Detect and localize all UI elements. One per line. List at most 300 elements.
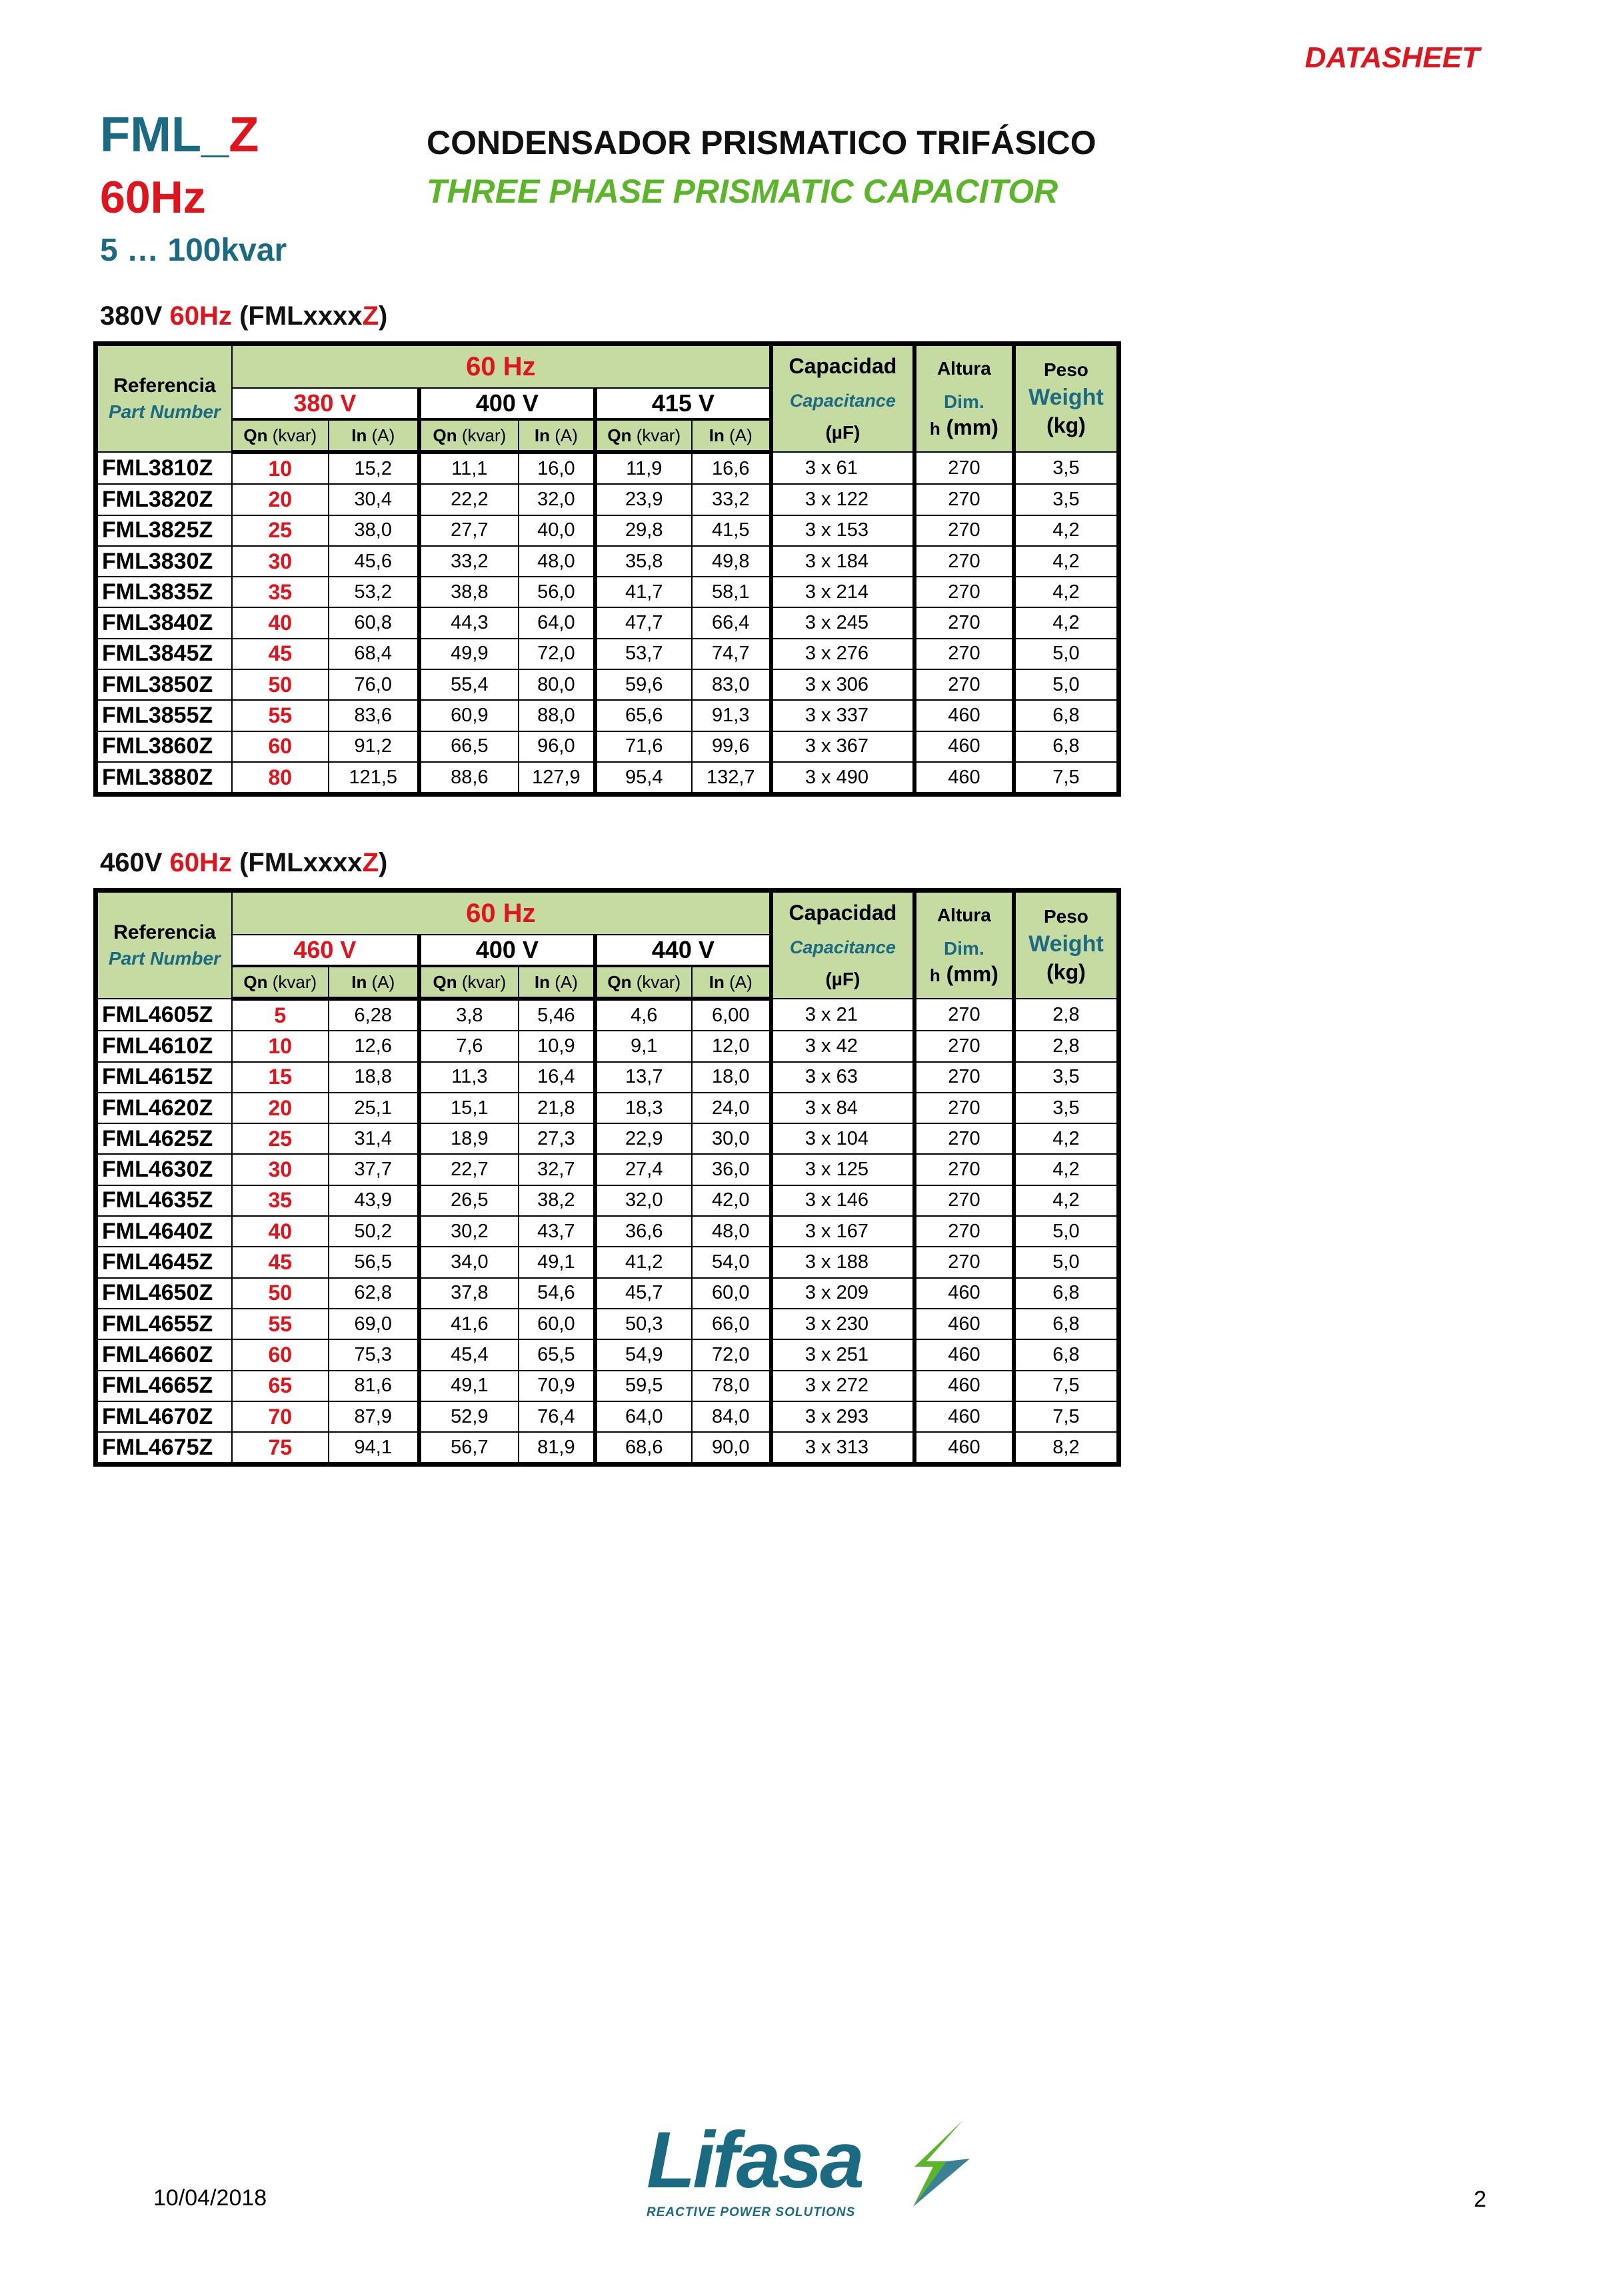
in-symbol: In: [351, 971, 367, 992]
in-cell-alt1: 54,6: [519, 1278, 595, 1309]
in-cell-alt2: 6,00: [692, 999, 771, 1031]
weight-cell: 2,8: [1014, 1031, 1119, 1061]
part-number-cell: FML4630Z: [96, 1154, 232, 1185]
part-number-cell: FML3820Z: [96, 484, 232, 515]
qn-cell-alt2: 68,6: [595, 1432, 692, 1465]
qn-cell-rated: 20: [232, 1093, 329, 1123]
table-row: [96, 1401, 1119, 1432]
title-english: THREE PHASE PRISMATIC CAPACITOR: [427, 173, 1058, 210]
in-cell-rated: 38,0: [329, 515, 419, 546]
capacitance-cell: 3 x 337: [771, 700, 914, 731]
in-cell-alt2: 90,0: [692, 1432, 771, 1465]
in-cell-rated: 75,3: [329, 1339, 419, 1370]
qn-symbol: Qn: [243, 425, 268, 445]
weight-cell: 4,2: [1014, 577, 1119, 607]
capacitance-cell: 3 x 125: [771, 1154, 914, 1185]
in-cell-alt2: 18,0: [692, 1062, 771, 1093]
weight-cell: 7,5: [1014, 1401, 1119, 1432]
height-cell: 270: [914, 1154, 1014, 1185]
qn-unit: (kvar): [272, 425, 317, 445]
part-number-cell: FML4615Z: [96, 1062, 232, 1093]
height-cell: 270: [914, 452, 1014, 484]
in-cell-rated: 81,6: [329, 1371, 419, 1401]
title-spanish: CONDENSADOR PRISMATICO TRIFÁSICO: [427, 124, 1096, 161]
part-number-label-es: Referencia: [113, 375, 216, 397]
qn-cell-alt1: 49,1: [419, 1371, 519, 1401]
qn-cell-alt1: 45,4: [419, 1339, 519, 1370]
in-symbol: In: [351, 425, 367, 445]
in-cell-alt1: 49,1: [519, 1247, 595, 1277]
in-symbol: In: [534, 425, 550, 445]
table-row: [96, 1339, 1119, 1370]
frequency-header: [232, 891, 771, 935]
capacitance-unit: (µF): [825, 969, 860, 989]
qn-cell-alt1: 11,3: [419, 1062, 519, 1093]
footer-date: 10/04/2018: [153, 2185, 267, 2211]
in-header: [329, 419, 419, 452]
in-cell-alt1: 5,46: [519, 999, 595, 1031]
table-row: [96, 515, 1119, 546]
qn-cell-rated: 35: [232, 577, 329, 607]
part-number-cell: FML3850Z: [96, 669, 232, 700]
in-cell-rated: 83,6: [329, 700, 419, 731]
table-row: [96, 700, 1119, 731]
part-number-cell: FML4675Z: [96, 1432, 232, 1465]
qn-cell-alt1: 3,8: [419, 999, 519, 1031]
height-cell: 460: [914, 700, 1014, 731]
weight-cell: 2,8: [1014, 999, 1119, 1031]
in-cell-alt1: 16,0: [519, 452, 595, 484]
height-label-en: Dim.: [944, 937, 984, 959]
qn-cell-alt1: 34,0: [419, 1247, 519, 1277]
part-number-cell: FML3835Z: [96, 577, 232, 607]
height-cell: 270: [914, 999, 1014, 1031]
section-series-close: ): [379, 301, 388, 331]
in-cell-alt2: 91,3: [692, 700, 771, 731]
qn-cell-rated: 40: [232, 607, 329, 638]
in-unit: (A): [555, 425, 578, 445]
capacitance-cell: 3 x 84: [771, 1093, 914, 1123]
weight-header: [1014, 344, 1119, 453]
in-cell-alt1: 81,9: [519, 1432, 595, 1465]
qn-cell-rated: 50: [232, 669, 329, 700]
in-cell-alt1: 70,9: [519, 1371, 595, 1401]
part-number-header: [96, 891, 232, 999]
part-number-cell: FML4605Z: [96, 999, 232, 1031]
in-cell-alt2: 132,7: [692, 762, 771, 795]
capacitance-label-es: Capacidad: [789, 354, 897, 378]
in-cell-rated: 31,4: [329, 1123, 419, 1154]
weight-cell: 4,2: [1014, 1154, 1119, 1185]
capacitance-cell: 3 x 153: [771, 515, 914, 546]
qn-cell-rated: 15: [232, 1062, 329, 1093]
in-cell-alt1: 88,0: [519, 700, 595, 731]
in-cell-alt1: 32,7: [519, 1154, 595, 1185]
qn-cell-rated: 45: [232, 639, 329, 669]
in-cell-alt1: 127,9: [519, 762, 595, 795]
weight-unit: (kg): [1046, 960, 1086, 984]
capacitance-cell: 3 x 245: [771, 607, 914, 638]
capacitance-cell: 3 x 146: [771, 1185, 914, 1216]
in-cell-alt2: 84,0: [692, 1401, 771, 1432]
in-header: [519, 966, 595, 999]
part-number-cell: FML4645Z: [96, 1247, 232, 1277]
part-number-label-es: Referencia: [113, 921, 216, 943]
capacitance-cell: 3 x 209: [771, 1278, 914, 1309]
part-number-cell: FML3825Z: [96, 515, 232, 546]
height-unit: [916, 415, 1012, 440]
weight-cell: 5,0: [1014, 639, 1119, 669]
in-cell-alt2: 30,0: [692, 1123, 771, 1154]
weight-cell: 4,2: [1014, 1185, 1119, 1216]
voltage-header: 460 V: [232, 935, 419, 966]
in-cell-alt2: 58,1: [692, 577, 771, 607]
in-cell-alt1: 96,0: [519, 731, 595, 762]
qn-cell-alt2: 47,7: [595, 607, 692, 638]
capacitance-cell: 3 x 306: [771, 669, 914, 700]
qn-cell-rated: 75: [232, 1432, 329, 1465]
part-number-label-en: Part Number: [108, 948, 221, 969]
in-cell-rated: 30,4: [329, 484, 419, 515]
height-cell: 270: [914, 1123, 1014, 1154]
height-cell: 270: [914, 515, 1014, 546]
in-header: [692, 419, 771, 452]
capacitance-cell: 3 x 367: [771, 731, 914, 762]
product-code: [100, 107, 259, 162]
in-cell-alt2: 72,0: [692, 1339, 771, 1370]
in-cell-alt1: 16,4: [519, 1062, 595, 1093]
qn-cell-rated: 30: [232, 546, 329, 577]
table-row: [96, 1371, 1119, 1401]
page-number: 2: [1474, 2187, 1486, 2212]
height-cell: 460: [914, 1371, 1014, 1401]
lightning-bolt-icon: [900, 2120, 980, 2207]
qn-cell-rated: 5: [232, 999, 329, 1031]
capacitance-cell: 3 x 21: [771, 999, 914, 1031]
part-number-cell: FML4650Z: [96, 1278, 232, 1309]
qn-cell-rated: 45: [232, 1247, 329, 1277]
qn-cell-rated: 40: [232, 1216, 329, 1247]
in-unit: (A): [371, 971, 395, 992]
section-voltage: 380V: [100, 301, 163, 331]
qn-cell-alt1: 60,9: [419, 700, 519, 731]
capacitance-cell: 3 x 184: [771, 546, 914, 577]
in-cell-alt2: 12,0: [692, 1031, 771, 1061]
qn-cell-alt2: 71,6: [595, 731, 692, 762]
qn-cell-alt1: 88,6: [419, 762, 519, 795]
voltage-header: 380 V: [232, 388, 419, 419]
qn-cell-alt1: 55,4: [419, 669, 519, 700]
qn-unit: (kvar): [636, 971, 681, 992]
qn-unit: (kvar): [461, 971, 507, 992]
in-cell-rated: 94,1: [329, 1432, 419, 1465]
qn-cell-alt1: 26,5: [419, 1185, 519, 1216]
qn-cell-alt1: 22,7: [419, 1154, 519, 1185]
table-row: [96, 1185, 1119, 1216]
qn-cell-alt2: 45,7: [595, 1278, 692, 1309]
part-number-cell: FML4665Z: [96, 1371, 232, 1401]
qn-cell-alt2: 59,6: [595, 669, 692, 700]
in-unit: (A): [555, 971, 578, 992]
height-header: [914, 344, 1014, 453]
capacitance-cell: 3 x 42: [771, 1031, 914, 1061]
qn-cell-rated: 25: [232, 1123, 329, 1154]
qn-symbol: Qn: [433, 971, 457, 992]
section-frequency: 60Hz: [169, 848, 232, 877]
qn-cell-alt2: 54,9: [595, 1339, 692, 1370]
lifasa-logo: [647, 2115, 993, 2230]
table-row: [96, 452, 1119, 484]
part-number-cell: FML3860Z: [96, 731, 232, 762]
table-row: [96, 1309, 1119, 1339]
qn-header: [419, 419, 519, 452]
doc-type-label: DATASHEET: [1304, 41, 1480, 74]
weight-cell: 4,2: [1014, 1123, 1119, 1154]
logo-wordmark: Lifasa: [647, 2115, 862, 2205]
qn-header: [595, 419, 692, 452]
table-row: [96, 999, 1119, 1031]
power-range: 5 … 100kvar: [100, 233, 287, 268]
table-row: [96, 1278, 1119, 1309]
qn-cell-alt1: 52,9: [419, 1401, 519, 1432]
table-row: [96, 639, 1119, 669]
capacitance-header: [771, 344, 914, 453]
qn-symbol: Qn: [607, 971, 632, 992]
table-row: [96, 731, 1119, 762]
weight-label-es: Peso: [1043, 359, 1088, 380]
height-cell: 460: [914, 1339, 1014, 1370]
weight-cell: 5,0: [1014, 669, 1119, 700]
capacitance-unit: (µF): [825, 422, 860, 443]
qn-cell-rated: 60: [232, 731, 329, 762]
in-cell-rated: 68,4: [329, 639, 419, 669]
in-cell-alt1: 76,4: [519, 1401, 595, 1432]
weight-cell: 3,5: [1014, 1062, 1119, 1093]
qn-cell-alt1: 18,9: [419, 1123, 519, 1154]
qn-header: [232, 966, 329, 999]
qn-cell-rated: 10: [232, 1031, 329, 1061]
table-row: [96, 1247, 1119, 1277]
in-cell-alt1: 32,0: [519, 484, 595, 515]
qn-cell-alt1: 37,8: [419, 1278, 519, 1309]
weight-cell: 6,8: [1014, 700, 1119, 731]
section-voltage: 460V: [100, 848, 163, 877]
weight-cell: 7,5: [1014, 762, 1119, 795]
in-cell-rated: 56,5: [329, 1247, 419, 1277]
table-row: [96, 1093, 1119, 1123]
in-cell-alt1: 65,5: [519, 1339, 595, 1370]
height-cell: 270: [914, 1247, 1014, 1277]
qn-cell-alt2: 13,7: [595, 1062, 692, 1093]
qn-cell-alt2: 32,0: [595, 1185, 692, 1216]
qn-cell-alt2: 59,5: [595, 1371, 692, 1401]
qn-cell-alt2: 22,9: [595, 1123, 692, 1154]
in-cell-alt1: 60,0: [519, 1309, 595, 1339]
weight-cell: 3,5: [1014, 1093, 1119, 1123]
frequency-label: 60 Hz: [466, 898, 536, 928]
table-row: [96, 1123, 1119, 1154]
qn-cell-alt1: 7,6: [419, 1031, 519, 1061]
capacitance-cell: 3 x 276: [771, 639, 914, 669]
in-cell-rated: 91,2: [329, 731, 419, 762]
in-cell-rated: 43,9: [329, 1185, 419, 1216]
table-row: [96, 607, 1119, 638]
weight-label-en: Weight: [1028, 931, 1104, 957]
in-cell-alt2: 48,0: [692, 1216, 771, 1247]
in-cell-rated: 18,8: [329, 1062, 419, 1093]
qn-cell-alt1: 27,7: [419, 515, 519, 546]
table-row: [96, 762, 1119, 795]
weight-cell: 4,2: [1014, 546, 1119, 577]
qn-cell-alt2: 53,7: [595, 639, 692, 669]
in-header: [519, 419, 595, 452]
capacitance-cell: 3 x 272: [771, 1371, 914, 1401]
qn-cell-alt2: 41,7: [595, 577, 692, 607]
in-cell-alt2: 36,0: [692, 1154, 771, 1185]
qn-cell-alt1: 44,3: [419, 607, 519, 638]
in-cell-rated: 50,2: [329, 1216, 419, 1247]
qn-cell-alt2: 27,4: [595, 1154, 692, 1185]
qn-unit: (kvar): [461, 425, 507, 445]
section-heading-380v: [100, 301, 387, 331]
section-series-z: Z: [362, 848, 379, 877]
section-heading-460v: [100, 848, 387, 878]
qn-cell-alt1: 33,2: [419, 546, 519, 577]
capacitance-cell: 3 x 293: [771, 1401, 914, 1432]
in-cell-alt1: 56,0: [519, 577, 595, 607]
weight-cell: 3,5: [1014, 452, 1119, 484]
in-cell-rated: 6,28: [329, 999, 419, 1031]
qn-cell-alt2: 29,8: [595, 515, 692, 546]
qn-cell-rated: 55: [232, 1309, 329, 1339]
qn-cell-alt2: 95,4: [595, 762, 692, 795]
in-unit: (A): [371, 425, 395, 445]
section-frequency: 60Hz: [169, 301, 232, 331]
weight-cell: 6,8: [1014, 1278, 1119, 1309]
part-number-cell: FML4610Z: [96, 1031, 232, 1061]
part-number-cell: FML4625Z: [96, 1123, 232, 1154]
weight-cell: 6,8: [1014, 1339, 1119, 1370]
qn-header: [419, 966, 519, 999]
spec-table-460v: [93, 888, 1121, 1467]
height-cell: 460: [914, 762, 1014, 795]
in-cell-alt2: 66,4: [692, 607, 771, 638]
in-cell-rated: 76,0: [329, 669, 419, 700]
qn-cell-alt2: 23,9: [595, 484, 692, 515]
height-unit-mm: (mm): [946, 415, 998, 439]
qn-cell-alt1: 49,9: [419, 639, 519, 669]
in-cell-alt2: 16,6: [692, 452, 771, 484]
in-unit: (A): [729, 971, 753, 992]
capacitance-label-es: Capacidad: [789, 901, 897, 925]
weight-cell: 5,0: [1014, 1247, 1119, 1277]
height-cell: 270: [914, 1093, 1014, 1123]
weight-cell: 4,2: [1014, 607, 1119, 638]
in-cell-alt1: 27,3: [519, 1123, 595, 1154]
table-row: [96, 1062, 1119, 1093]
in-cell-alt1: 80,0: [519, 669, 595, 700]
part-number-cell: FML3830Z: [96, 546, 232, 577]
height-symbol: h: [929, 418, 940, 439]
in-cell-rated: 53,2: [329, 577, 419, 607]
capacitance-cell: 3 x 104: [771, 1123, 914, 1154]
capacitance-cell: 3 x 61: [771, 452, 914, 484]
capacitance-cell: 3 x 230: [771, 1309, 914, 1339]
capacitance-cell: 3 x 63: [771, 1062, 914, 1093]
weight-cell: 6,8: [1014, 731, 1119, 762]
table-row: [96, 484, 1119, 515]
in-cell-rated: 45,6: [329, 546, 419, 577]
in-cell-alt1: 72,0: [519, 639, 595, 669]
qn-cell-alt2: 36,6: [595, 1216, 692, 1247]
in-cell-alt1: 43,7: [519, 1216, 595, 1247]
height-cell: 270: [914, 1216, 1014, 1247]
in-symbol: In: [709, 971, 725, 992]
height-symbol: h: [929, 965, 940, 985]
height-cell: 270: [914, 577, 1014, 607]
section-series-open: (FMLxxxx: [239, 848, 363, 877]
height-cell: 270: [914, 1031, 1014, 1061]
table-row: [96, 669, 1119, 700]
part-number-cell: FML4660Z: [96, 1339, 232, 1370]
table-row: [96, 577, 1119, 607]
weight-unit: (kg): [1046, 413, 1086, 437]
logo-tagline: REACTIVE POWER SOLUTIONS: [647, 2205, 856, 2219]
capacitance-cell: 3 x 251: [771, 1339, 914, 1370]
frequency-header: [232, 344, 771, 389]
height-cell: 460: [914, 731, 1014, 762]
table-row: [96, 546, 1119, 577]
qn-cell-alt1: 38,8: [419, 577, 519, 607]
in-cell-rated: 25,1: [329, 1093, 419, 1123]
qn-unit: (kvar): [636, 425, 681, 445]
part-number-cell: FML3845Z: [96, 639, 232, 669]
in-header: [692, 966, 771, 999]
product-frequency: 60Hz: [100, 172, 206, 223]
height-cell: 460: [914, 1309, 1014, 1339]
voltage-header: 440 V: [595, 935, 771, 966]
qn-unit: (kvar): [272, 971, 317, 992]
qn-cell-rated: 60: [232, 1339, 329, 1370]
qn-cell-alt2: 50,3: [595, 1309, 692, 1339]
in-cell-alt1: 64,0: [519, 607, 595, 638]
qn-symbol: Qn: [243, 971, 268, 992]
section-series-close: ): [379, 848, 388, 877]
qn-cell-rated: 80: [232, 762, 329, 795]
height-cell: 460: [914, 1432, 1014, 1465]
height-cell: 460: [914, 1278, 1014, 1309]
part-number-cell: FML4635Z: [96, 1185, 232, 1216]
capacitance-cell: 3 x 490: [771, 762, 914, 795]
qn-cell-alt1: 66,5: [419, 731, 519, 762]
capacitance-label-en: Capacitance: [789, 391, 896, 411]
qn-cell-alt2: 11,9: [595, 452, 692, 484]
weight-cell: 3,5: [1014, 484, 1119, 515]
height-header: [914, 891, 1014, 999]
in-cell-alt1: 40,0: [519, 515, 595, 546]
in-cell-alt2: 41,5: [692, 515, 771, 546]
qn-cell-rated: 70: [232, 1401, 329, 1432]
part-number-cell: FML4655Z: [96, 1309, 232, 1339]
qn-symbol: Qn: [433, 425, 457, 445]
voltage-header: 400 V: [419, 388, 595, 419]
voltage-header: 415 V: [595, 388, 771, 419]
in-symbol: In: [709, 425, 725, 445]
height-cell: 270: [914, 1185, 1014, 1216]
qn-cell-alt1: 56,7: [419, 1432, 519, 1465]
in-cell-alt2: 60,0: [692, 1278, 771, 1309]
qn-cell-rated: 20: [232, 484, 329, 515]
